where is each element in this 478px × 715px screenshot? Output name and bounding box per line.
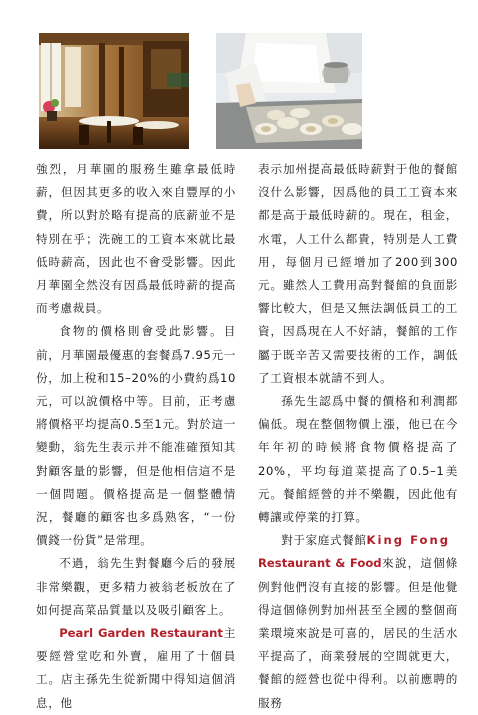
article-column-right [258,158,458,715]
chef-oyster-platter-photo [216,33,362,149]
paragraph [258,529,458,715]
paragraph [36,622,236,715]
paragraph-text: 來說，這個條例對他們沒有直接的影響。但是他覺得這個條例對加州甚至全國的整個商業環境來說是可喜的，居民的生活水平提高了，商業發展的空間就更大，餐館的經營也從中得利。以前應聘的服務 [258,556,458,710]
paragraph-text: 主要經營堂吃和外賣，雇用了十個員工。店主孫先生從新聞中得知這個消息，他 [36,626,236,710]
restaurant-name-king-fong-suffix: Restaurant & Food [258,556,382,571]
restaurant-name-pearl-garden: Pearl Garden Restaurant [59,626,223,641]
restaurant-name-king-fong: King Fong [366,533,451,548]
paragraph: 食物的價格則會受此影響。目前，月華園最優惠的套餐爲7.95元一份，加上稅和15–20%的小費約爲10元，可以說價格中等。目前，正考慮將價格平均提高0.5至1元。對於這一變動，翁先生表示并不能准確預知其對顧客量的影響，但是他相信這不是一個問題。價格提高是一個整體情況，餐廳的顧客也多爲熟客，“一份價錢一份貨”是常理。 [36,324,237,548]
article-column-left [36,158,236,715]
paragraph: 孫先生認爲中餐的價格和利潤都偏低。現在整個物價上漲，他已在今年年初的時候將食物價格提高了20%，平均每道菜提高了0.5–1美元。餐館經營的并不樂觀，因此他有轉讓或停業的打算。 [258,394,458,525]
paragraph: 不過，翁先生對餐廳今后的發展非常樂觀，更多精力被翁老板放在了如何提高菜品質量以及吸引顧客上。 [36,556,236,617]
paragraph: 強烈，月華園的服務生雖拿最低時薪，但因其更多的收入來自豐厚的小費，所以對於略有提高的底薪並不是特別在乎；洗碗工的工資本來就比最低時薪高，因此也不會受影響。因此月華園全然沒有因爲最低時薪的提高而考慮裁員。 [36,162,236,316]
restaurant-interior-photo [39,33,189,149]
paragraph: 表示加州提高最低時薪對于他的餐館沒什么影響，因爲他的員工工資本來都是高于最低時薪的。現在，租金，水電，人工什么都貴，特別是人工費用，每個月已經增加了200到300元。雖然人工費用高對餐館的負面影響比較大，但是又無法調低員工的工資，因爲現在人不好請，餐館的工作屬于既辛苦又需要技術的工作，調低了工資根本就請不到人。 [258,162,458,385]
paragraph-text: 對于家庭式餐館 [281,533,367,548]
